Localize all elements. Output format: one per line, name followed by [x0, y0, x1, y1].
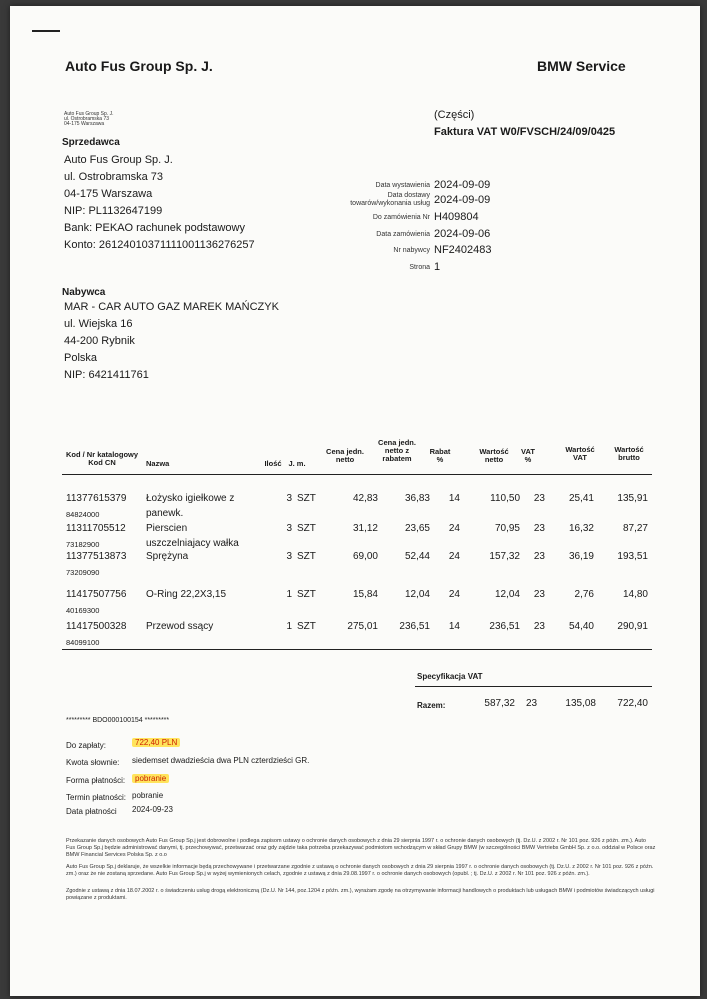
footer-note-1: Przekazanie danych osobowych Auto Fus Group Sp.j jest dobrowolne i podlega zapisom ustawy o ochronie danych osobowych z dnia 29 sierpnia 1997 r. o ochronie danych osobowych (tj. Dz.U. z 2002 r. Nr 101 poz. 926 z późn. zm.). Auto Fus Group Sp.j będzie administrować danymi, tj. przechowywać, przetwarzać oraz gdy zajdzie taka potrzeba przekazywać podmiotom wchodzącym w skład Grupy BMW (w szczególności BMW Vertriebs GmbH Sp. z o.o. oddział w Polsce oraz BMW Financial Services Polska Sp. z o.o: [66, 838, 656, 858]
table-cell-code: 11377615379: [66, 493, 127, 504]
table-cell-unit: SZT: [297, 493, 316, 504]
table-cell-disc-price: 236,51: [399, 621, 430, 632]
buyer-block: MAR - CAR AUTO GAZ MAREK MAŃCZYK ul. Wiejska 16 44-200 Rybnik Polska NIP: 6421411761: [64, 301, 279, 381]
table-cell-unit: SZT: [297, 523, 316, 534]
table-cell-name: Przewod ssący: [146, 621, 214, 632]
vat-net: 587,32: [484, 698, 515, 709]
table-cell-name: Sprężyna: [146, 551, 189, 562]
table-cell-vat-rate: 23: [533, 589, 545, 600]
payment-label: Do zapłaty:: [66, 741, 107, 750]
table-cell-net: 70,95: [494, 523, 520, 534]
table-cell-code: 11311705512: [66, 523, 126, 534]
table-cell-disc: 24: [448, 589, 460, 600]
table-cell-cn-code: 73182900: [66, 540, 100, 549]
col-header: Cena jedn. netto z rabatem: [378, 438, 416, 463]
meta-value: 2024-09-09: [434, 179, 491, 191]
service-header: BMW Service: [537, 58, 626, 74]
table-cell-disc-price: 36,83: [404, 493, 430, 504]
col-header: Nazwa: [146, 459, 170, 468]
meta-value: NF2402483: [434, 244, 492, 256]
table-cell-name: Łożysko igiełkowe z: [146, 493, 235, 504]
table-cell-net: 110,50: [490, 493, 520, 504]
table-cell-vat: 36,19: [568, 551, 594, 562]
table-cell-code: 11417500328: [66, 621, 127, 632]
table-cell-gross: 193,51: [617, 551, 648, 562]
table-cell-price: 15,84: [352, 589, 378, 600]
table-cell-cn-code: 84824000: [66, 510, 100, 519]
seller-label: Sprzedawca: [62, 137, 120, 148]
col-header: Wartość netto: [479, 447, 509, 464]
table-cell-net: 236,51: [489, 621, 520, 632]
meta-label: Data dostawy towarów/wykonania usług: [350, 192, 430, 207]
vat-rule: [415, 686, 652, 687]
meta-label: Strona: [409, 264, 430, 271]
table-cell-vat-rate: 23: [533, 621, 545, 632]
payment-date-value: 2024-09-23: [132, 805, 173, 814]
table-cell-price: 42,83: [352, 493, 378, 504]
amount-words-value: siedemset dwadzieścia dwa PLN czterdzieści GR.: [132, 756, 310, 765]
col-header: Ilość: [264, 459, 282, 468]
table-cell-code: 11377513873: [66, 551, 127, 562]
table-cell-gross: 14,80: [622, 589, 648, 600]
table-cell-price: 69,00: [352, 551, 378, 562]
payment-label: Forma płatności:: [66, 776, 126, 785]
meta-value: 2024-09-09: [434, 194, 491, 206]
table-cell-qty: 1: [286, 589, 292, 600]
amount-due-value: 722,40 PLN: [132, 738, 180, 747]
vat-amount: 135,08: [565, 698, 596, 709]
table-cell-disc-price: 52,44: [404, 551, 430, 562]
table-cell-name: Pierscien: [146, 523, 188, 534]
vat-rate: 23: [526, 698, 538, 709]
company-header: Auto Fus Group Sp. J.: [65, 58, 213, 74]
meta-value: 1: [434, 261, 441, 273]
col-header: Wartość VAT: [565, 445, 595, 462]
table-cell-qty: 1: [286, 621, 292, 632]
seller-block: Auto Fus Group Sp. J. ul. Ostrobramska 73 04-175 Warszawa NIP: PL1132647199 Bank: PEKAO rachunek podstawowy Konto: 26124010371111001136276257: [64, 154, 255, 251]
table-cell-code: 11417507756: [66, 589, 127, 600]
meta-label: Data zamówienia: [376, 231, 430, 238]
buyer-label: Nabywca: [62, 287, 106, 298]
table-cell-price: 31,12: [352, 523, 378, 534]
meta-label: Do zamówienia Nr: [372, 214, 430, 221]
scan-mark: [32, 30, 60, 32]
table-cell-disc: 14: [448, 493, 460, 504]
table-cell-name: O-Ring 22,2X3,15: [146, 589, 227, 600]
table-cell-unit: SZT: [297, 589, 316, 600]
payment-term-value: pobranie: [132, 791, 164, 800]
meta-label: Nr nabywcy: [393, 247, 430, 254]
table-cell-cn-code: 40169300: [66, 606, 100, 615]
payment-form-value: pobranie: [132, 774, 169, 783]
table-cell-disc-price: 12,04: [404, 589, 430, 600]
table-cell-gross: 87,27: [622, 523, 648, 534]
table-cell-price: 275,01: [347, 621, 378, 632]
footer-note-2: Auto Fus Group Sp.j deklaruje, że wszelkie informacje będą przechowywane i przetwarzane zgodnie z ustawą o ochronie danych osobowych z dnia 29 sierpnia 1997 r. o ochronie danych osobowych (tj. Dz.U. z 2002 r. Nr 101 poz. 926 z późn. zm.) oraz że nie zostaną sprzedane. Auto Fus Group Sp.j w wyżej wymienionych celach, zgodnie z ustawą z dnia 29.08.1997 r. o ochronie danych osobowych (opubl. ; tj. Dz.U. z 2002 r. Nr 101 poz. 926 z późn. zm.).: [66, 864, 654, 877]
table-cell-name-cont: uszczelniajacy wałka: [146, 538, 239, 549]
bdo-number: ********* BDO000100154 *********: [66, 717, 170, 724]
table-cell-net: 12,04: [494, 589, 520, 600]
table-top-rule: [62, 474, 652, 475]
table-cell-cn-code: 84099100: [66, 638, 100, 647]
col-header: J. m.: [288, 459, 306, 468]
table-cell-gross: 290,91: [617, 621, 648, 632]
meta-value: H409804: [434, 211, 479, 223]
table-cell-disc: 24: [448, 523, 460, 534]
table-cell-unit: SZT: [297, 551, 316, 562]
table-cell-net: 157,32: [489, 551, 520, 562]
return-address: Auto Fus Group Sp. J. ul. Ostrobramska 73 04-175 Warszawa: [64, 111, 114, 127]
vat-spec-title: Specyfikacja VAT: [417, 672, 483, 681]
footer-note-3: Zgodnie z ustawą z dnia 18.07.2002 r. o świadczeniu usług drogą elektroniczną (Dz.U. Nr 144, poz.1204 z późn. zm.), wyrażam zgodę na otrzymywanie informacji handlowych o produktach lub usługach BMW i podmiotów świadczących usługi powiązane z produktami.: [66, 888, 655, 901]
vat-gross: 722,40: [617, 698, 648, 709]
table-cell-disc-price: 23,65: [404, 523, 430, 534]
table-cell-qty: 3: [286, 523, 292, 534]
table-cell-gross: 135,91: [617, 493, 648, 504]
table-cell-vat-rate: 23: [533, 493, 545, 504]
table-cell-name-cont: panewk.: [146, 508, 184, 519]
meta-value: 2024-09-06: [434, 228, 491, 240]
table-cell-unit: SZT: [297, 621, 316, 632]
table-cell-vat: 25,41: [568, 493, 594, 504]
table-cell-vat: 16,32: [568, 523, 594, 534]
payment-label: Data płatności: [66, 807, 117, 816]
invoice-type: (Części): [434, 109, 475, 121]
table-cell-disc: 14: [448, 621, 460, 632]
col-header: Cena jedn. netto: [326, 447, 364, 464]
vat-sum-label: Razem:: [417, 701, 446, 710]
table-cell-qty: 3: [286, 551, 292, 562]
table-cell-vat-rate: 23: [533, 523, 545, 534]
col-header: Wartość brutto: [614, 445, 644, 462]
meta-label: Data wystawienia: [375, 182, 430, 189]
col-header: Rabat %: [429, 447, 451, 464]
col-header: VAT %: [521, 447, 535, 464]
table-cell-disc: 24: [448, 551, 460, 562]
payment-label: Kwota słownie:: [66, 758, 120, 767]
invoice-page: [10, 6, 700, 996]
table-cell-cn-code: 73209090: [66, 568, 100, 577]
invoice-number: Faktura VAT W0/FVSCH/24/09/0425: [434, 126, 616, 138]
table-cell-qty: 3: [286, 493, 292, 504]
table-cell-vat-rate: 23: [533, 551, 545, 562]
table-cell-vat: 2,76: [574, 589, 594, 600]
table-cell-vat: 54,40: [568, 621, 594, 632]
payment-label: Termin płatności:: [66, 793, 127, 802]
col-header: Kod / Nr katalogowy Kod CN: [65, 450, 139, 467]
table-bottom-rule: [62, 649, 652, 650]
